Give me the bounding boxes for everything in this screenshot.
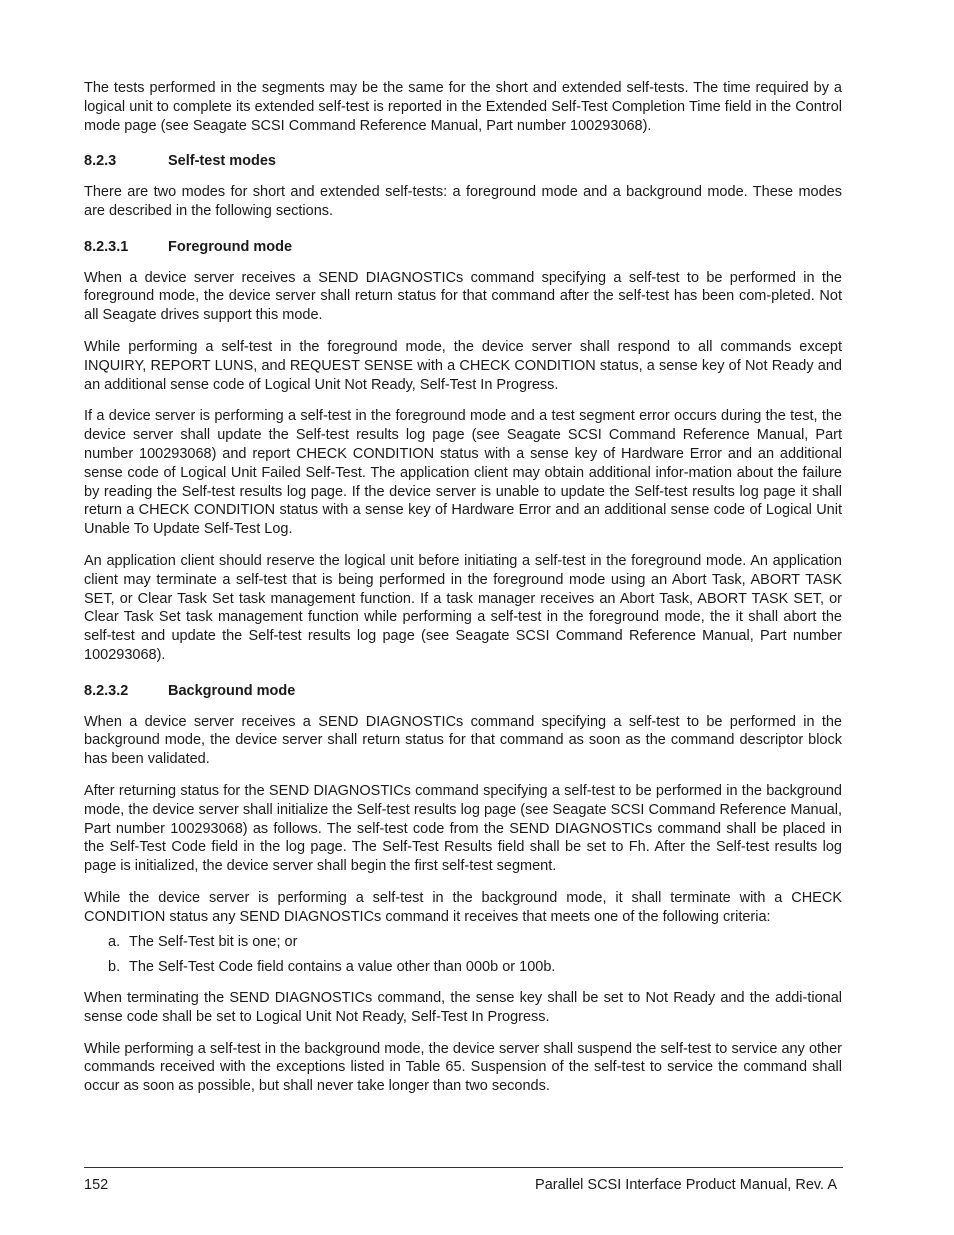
paragraph: When a device server receives a SEND DIAGNOSTICs command specifying a self-test to be performed in the background mode, the device server shall return status for that command as soon as the command descriptor block has been validated. xyxy=(84,713,842,768)
page-body xyxy=(84,79,842,1096)
paragraph: While performing a self-test in the background mode, the device server shall suspend the self-test to service any other commands received with the exceptions listed in Table 65. Suspension of the self-test to service the command shall occur as soon as possible, but shall never take longer than two seconds. xyxy=(84,1040,842,1095)
list-item xyxy=(84,933,842,952)
paragraph: While the device server is performing a self-test in the background mode, it shall terminate with a CHECK CONDITION status any SEND DIAGNOSTICs command it receives that meets one of the following criteria: xyxy=(84,889,842,925)
paragraph: After returning status for the SEND DIAGNOSTICs command specifying a self-test to be performed in the background mode, the device server shall initialize the Self-test results log page (see Seagate SCSI Command Reference Manual, Part number 100293068) as follows. The self-test code from the SEND DIAGNOSTICs command shall be placed in the Self-Test Code field in the log page. The Self-Test Results field shall be set to Fh. After the Self-test results log page is initialized, the device server shall begin the first self-test segment. xyxy=(84,782,842,875)
paragraph: While performing a self-test in the foreground mode, the device server shall respond to all commands except INQUIRY, REPORT LUNS, and REQUEST SENSE with a CHECK CONDITION status, a sense key of Not Ready and an additional sense code of Logical Unit Not Ready, Self-Test In Progress. xyxy=(84,338,842,393)
section-title: Foreground mode xyxy=(168,238,293,255)
document-title: Parallel SCSI Interface Product Manual, Rev. A xyxy=(535,1177,837,1193)
list-marker: b. xyxy=(108,959,121,976)
paragraph: When terminating the SEND DIAGNOSTICs command, the sense key shall be set to Not Ready and the addi-tional sense code shall be set to Logical Unit Not Ready, Self-Test In Progress. xyxy=(84,990,842,1025)
section-number: 8.2.3.1 xyxy=(84,238,129,255)
paragraph: An application client should reserve the logical unit before initiating a self-test in the foreground mode. An application client may terminate a self-test that is being performed in the foreground mode using an Abort Task, ABORT TASK SET, or Clear Task Set task management function. If a task manager receives an Abort Task, ABORT TASK SET, or Clear Task Set task management function while performing a self-test in the foreground mode, the it shall abort the self-test and update the Self-test results log page (see Seagate SCSI Command Reference Manual, Part number 100293068). xyxy=(84,552,842,663)
paragraph: If a device server is performing a self-test in the foreground mode and a test segment error occurs during the test, the device server shall update the Self-test results log page (see Seagate SCSI Command Reference Manual, Part number 100293068) and report CHECK CONDITION status with a sense key of Hardware Error and an additional sense code of Logical Unit Failed Self-Test. The application client may obtain additional infor-mation about the failure by reading the Self-test results log page. If the device server is unable to update the Self-test results log page it shall return a CHECK CONDITION status with a sense key of Hardware Error and an additional sense code of Logical Unit Unable To Update Self-Test Log. xyxy=(84,408,842,538)
list-item-text: The Self-Test bit is one; or xyxy=(129,934,298,951)
section-number: 8.2.3 xyxy=(84,153,117,170)
list-item xyxy=(84,958,842,977)
paragraph: When a device server receives a SEND DIAGNOSTICs command specifying a self-test to be performed in the foreground mode, the device server shall return status for that command after the self-test has been com-pleted. Not all Seagate drives support this mode. xyxy=(84,269,842,324)
intro-paragraph: The tests performed in the segments may be the same for the short and extended self-tests. The time required by a logical unit to complete its extended self-test is reported in the Extended Self-Test Completion Time field in the Control mode page (see Seagate SCSI Command Reference Manual, Part number 100293068). xyxy=(84,80,842,134)
section-title: Background mode xyxy=(168,682,296,699)
page-footer xyxy=(84,1176,837,1194)
criteria-list xyxy=(84,933,842,977)
section-heading-8-2-3 xyxy=(84,152,842,171)
list-item-text: The Self-Test Code field contains a value other than 000b or 100b. xyxy=(129,959,556,976)
list-marker: a. xyxy=(108,934,121,951)
section-number: 8.2.3.2 xyxy=(84,682,129,699)
section-heading-8-2-3-1 xyxy=(84,238,842,257)
footer-divider xyxy=(84,1167,843,1168)
paragraph: There are two modes for short and extended self-tests: a foreground mode and a background mode. These modes are described in the following sections. xyxy=(84,184,842,219)
page-number: 152 xyxy=(84,1177,109,1193)
section-title: Self-test modes xyxy=(168,153,276,170)
section-heading-8-2-3-2 xyxy=(84,682,842,701)
